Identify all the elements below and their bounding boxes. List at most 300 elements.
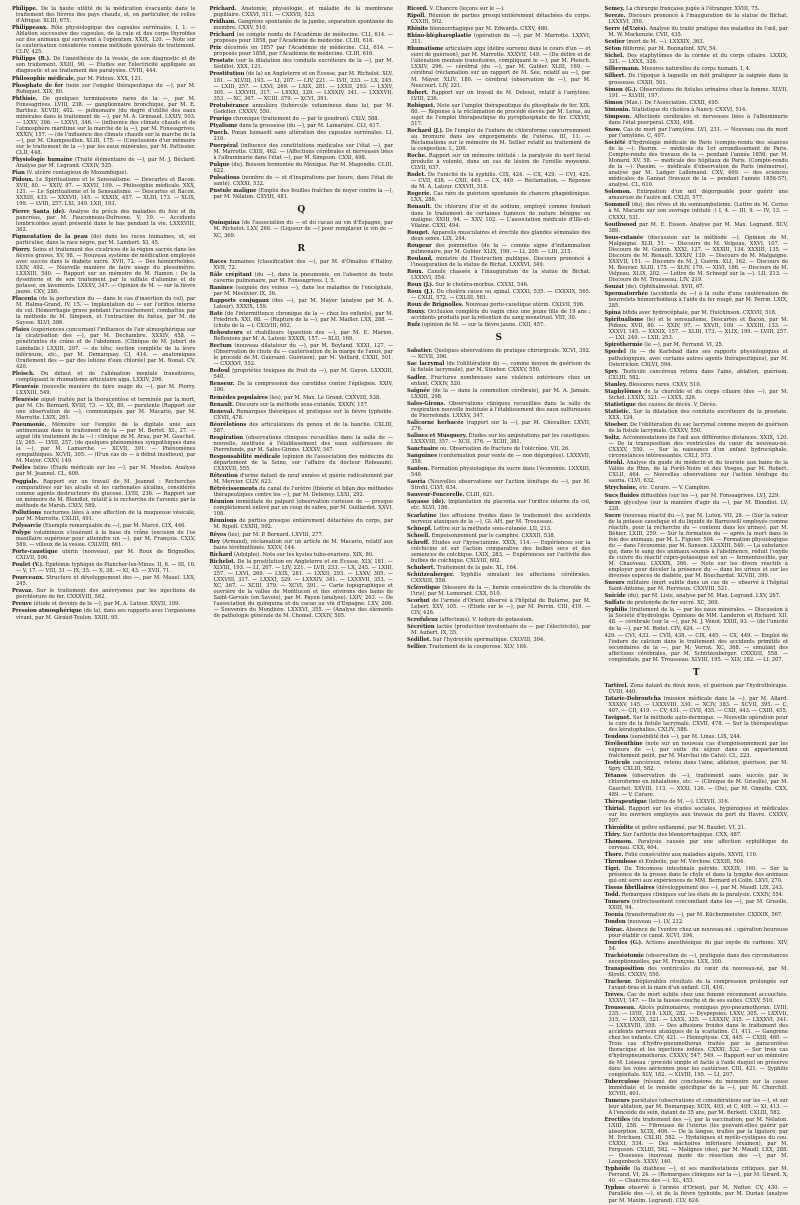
entry-text: Formation physiologique du sucre dans l'économie. LXXXIII, 540. <box>411 466 591 479</box>
entry-text: Observations cliniques recueillies dans la salle de respiration nouvelle instituée à l'établissement des eaux sulfureuses de Pierrefonds. LXXXV, 347. <box>411 400 591 419</box>
entry-heading: Pleurésie <box>12 396 39 403</box>
entry-text: Rapport sur un travail de M. Jeannel : Recherches comparatives sur les alcalis et les carbonates alcalins, considérés comme agents destructeurs du glucose. LVIII, 236. — Rapport sur un mémoire de M. Blondlot, relatif à la recherche de l'arsenic par la méthode de Marsh. CXLV, 589. <box>16 478 196 509</box>
index-entry <box>210 143 394 161</box>
entry-heading: Séton <box>604 46 622 53</box>
index-entry <box>210 116 394 122</box>
entry-heading: Térébenthine <box>604 741 643 748</box>
entry-heading: Physiologie humaine <box>12 157 73 164</box>
entry-text: Rôle physiologique des capsules surrénales. I, 1. — Ablation successive des capsules, de la rate et des corps thyroïdes sur des animaux qui survivent à l'opération. XXIX, 120. — Note sur la cautérisation considérée comme méthode générale de traitement. CLIV, 425. <box>16 25 196 56</box>
index-entry <box>605 422 789 434</box>
entry-heading: Saoria <box>407 479 426 486</box>
index-entry <box>210 368 394 380</box>
entry-heading: Ranines <box>209 284 233 291</box>
index-entry <box>605 734 789 740</box>
section-letter: T <box>692 667 700 678</box>
entry-text: (étude et devoirs de la —), par M. A. Latour. XXVII, 109. <box>33 601 180 608</box>
entry-heading: Silbert. <box>604 73 626 80</box>
entry-text: (lettres de M. —). LXXVII, 316. <box>648 798 730 805</box>
entry-heading: Pulque <box>209 162 230 169</box>
entry-heading: Philipps (R.). <box>12 56 51 63</box>
entry-heading: Tigri. <box>604 866 621 873</box>
entry-text: Cas de mort par l'amylène. LVI, 231. — Nouveau cas de mort par l'amylène. C, 407. <box>608 126 788 139</box>
entry-heading: Piorry. <box>12 246 31 253</box>
entry-heading: Trèves. <box>604 991 625 998</box>
index-entry <box>210 454 394 472</box>
index-entry <box>605 979 789 991</box>
index-entry <box>407 433 591 445</box>
entry-text: (du), des rêves et du somnambulisme. (Lettre de M. Cerise à M. Macario sur son ouvrage intitulé :) I, 4. — III, 9. — IV, 13. — CXXXI, 531. <box>608 202 788 221</box>
index-entry <box>605 866 789 884</box>
index-entry <box>12 209 196 233</box>
entry-heading: Rétention <box>209 473 238 480</box>
entry-text: Rapport sur un travail de M. Debout, relatif à l'amylène. LVIII, 236. <box>411 89 591 102</box>
index-entry <box>407 289 591 301</box>
entry-text: (Nouvelles observations sur l'action ténifuge du —), par M. Strohl. CLVI, 634. <box>411 479 591 492</box>
entry-text: Soins et traitement des cicatrices de la région sacrée dans les fièvres graves. XV, 98. — Nouveau système de médication employée avec succès dans le diabète sucré. XVII, 72. — Des hémorrhoïdes. LXIV, 492. — Nouvelle manière de faire usage du plessimètre. LXXXIII, 540. — Rapport sur un mémoire de M. Hamon : De la dysenterie et de son traitement par le sulfate d'alumine et de potasse, en lavements. LXXXV, 347. — Opinion de M. — sur la fièvre jaune. CXV, 288. <box>16 246 196 296</box>
entry-heading: Testicule <box>604 760 631 767</box>
entry-text: Syphilis simulant les affections cérébrales. CXXXIII, 558. <box>411 571 591 584</box>
entry-heading: Respiration <box>209 434 244 441</box>
entry-text: Analyse du précis des maladies du foie et du pancréas, par M. Fauconneau-Dufresne. V, 19. — Accidents lombricoïdes ayant présenté dans le bas pendant la vie. LXXXVIII, 362. <box>16 208 196 233</box>
index-entry <box>407 617 591 623</box>
entry-heading: Pollutions <box>12 509 42 516</box>
index-entry <box>12 562 196 574</box>
entry-text: V. Chancre (leçons sur le —). <box>429 6 505 12</box>
entry-text: Statistique du choléra à Nancy. CXXVI, 514. <box>631 106 747 113</box>
index-entry <box>605 100 789 106</box>
entry-text: des causes de décès. V, Décès. <box>637 401 718 408</box>
entry-text: (V. ulcère contagieux de Mozambique). <box>26 170 129 177</box>
index-entry <box>407 624 591 636</box>
entry-text: (la diathèse —), et ses manifestations critiques, par M. Ferrand. VI, 24. — (Remarques cliniques sur la —), par M. Girard. X, 40. — Chancres des —). XL, 453. <box>608 1166 788 1185</box>
index-entry <box>210 162 394 174</box>
entry-text: Testicule cancéreux retenu dans l'aine, ablation, guérison. CXLIII, 582. <box>608 368 789 381</box>
entry-heading: Richelot. <box>209 558 236 565</box>
entry-heading: Poggiale. <box>12 478 39 485</box>
index-entry <box>210 395 394 401</box>
entry-heading: Quinquina <box>209 220 240 227</box>
entry-heading: Souzat <box>604 284 625 291</box>
entry-text: Études sur les amputations par les caustiques. LXXXVIII, 357. — XCII, 376. — XCIII, 381. <box>411 432 591 445</box>
index-entry <box>407 453 591 465</box>
index-entry <box>12 56 196 74</box>
index-entry <box>605 683 789 695</box>
entry-text: des articulations du genou et de la hanche. CXLIII, 587. <box>213 421 393 434</box>
index-entry <box>605 992 789 1004</box>
index-entry <box>407 309 591 321</box>
index-entry <box>605 799 789 805</box>
entry-text: des ventricules du cœur du nouveau-né, par M. Strohl. CXXXV, 550. <box>608 965 788 978</box>
entry-heading: Prichard <box>209 32 235 39</box>
entry-heading: Tracheur. <box>604 978 632 985</box>
entry-text: (de la perforation du — dans le cas d'insertion du col), par M. Halma-Grand. IV, 15. — Implantation du — sur l'orifice interne du col. Hémorrhagie grave pendant l'accouchement, combattue par la méthode de M. Simpson, et l'extraction du fœtus, par M. de Saysse. XLVI, 386. <box>16 296 196 327</box>
entry-heading: Semey. <box>604 6 625 12</box>
entry-heading: Remèdes populaires <box>209 394 268 401</box>
entry-heading: Races <box>209 258 227 265</box>
index-entry <box>210 220 394 238</box>
index-entry <box>605 222 789 234</box>
index-entry <box>407 13 591 25</box>
index-entry <box>407 585 591 597</box>
entry-heading: Reneval. <box>209 408 235 415</box>
entry-heading: Philosophie médicale, <box>12 75 76 82</box>
entry-text: (de l'intermittence chronique de la — chez les enfants), par M. Friedrich. XXI, 88. — (Rupture de la —), par M. Mailler. LXX, 288. — (chute de la —). CXLVIII, 602. <box>213 310 393 330</box>
index-entry <box>210 473 394 485</box>
entry-text: (propriétés toxiques de fruit du —), par M. Guyon. LXXXIII, 540. <box>213 368 393 381</box>
entry-heading: Tatarie-Dobroutcha <box>604 695 661 702</box>
entry-text: Fractures nombreuses sans violence extérieure chez un enfant. CXXIV, 520. <box>411 374 591 387</box>
index-entry <box>12 384 196 396</box>
entry-text: Abcès pulmonaires, vomiques pyo-pneumothorax. LVIII, 235. — LVIII, 218. LXIX, 282. — Dyspepsies. LXXV, 305. — LXXVII, 315. — LXXIX, 321. — LXXX, 325. — LXXXIV, 335. — LXXXVI, 341. — LXXXVIII, 359. — Des affusions froides dans le traitement des accidents nerveux ataxiques de la scarlatine. CI, 411. — Gangrène chez les enfants. CIV, 421. — Hémoptysie. CX, 445. — CXIII, 460. — Trois cas d'hydro-pneumothorax traités par la paracentèse thoracique et les injections iodées. CXXXI, 532. — Sur trois cas d'hydropneumothorax. CXXXV, 547, 549. — Rapport sur un mémoire de M. Loiseau : procédé simple et facile à l'aide duquel on préserve dans les voies aériennes pour les cautériser. CIII, 421. — Syphilis congénitale. XLV, 182. — XLVIII, 195. — LI, 207. <box>608 1005 789 1078</box>
entry-heading: Pidoux. <box>12 177 34 184</box>
entry-heading: Sabatier. <box>407 348 433 355</box>
entry-heading: Poêles <box>12 465 31 472</box>
entry-text: (discussion sur la méthode —). Opinion de M. Malgaigne. XLII, 51. — Discours de M. Velpeau. XXVI, 107. — Discours de M. Guérin. XXXI, 127. — XXXIII, 134. XXXIII, 135. — Discours de M. Renault. XXXIV, 139. — Discours de M. Malgaigne. XXXVII, 151. — Discours de M. J. Guérin. XLI, 162. — Discours de M. Bouvier. XLIII, 175. — XLIV, 179. — XLVI, 186. — Discours de M. Velpeau. XLIX, 202. — Lettre de M. Schnepf sur la —). LII, 213. — Discours de M. Trousseau. LIV, 219. <box>608 234 789 283</box>
entry-heading: Trachéotomie <box>604 952 645 959</box>
index-entry <box>210 32 394 44</box>
entry-text: (nouveau —). LV, 212. <box>627 919 684 926</box>
index-entry <box>605 460 789 484</box>
entry-heading: Rhino-blépharoplastie <box>407 33 472 40</box>
column-2 <box>210 6 394 1205</box>
index-entry <box>605 39 789 45</box>
entry-heading: Tumeurs <box>604 1097 630 1104</box>
index-entry <box>605 919 789 925</box>
entry-text: Affections cérébrales et nerveuses liées à l'albuminurie dans l'état puerpéral. CXXI, 498. <box>608 113 788 126</box>
entry-heading: Sécrétion <box>407 624 435 631</box>
index-entry <box>407 128 591 152</box>
index-entry <box>605 46 789 52</box>
entry-heading: Sellier. <box>407 644 428 651</box>
entry-heading: Suicide <box>604 593 626 600</box>
entry-text: (traitement de la — par les eaux minérales. — Discussion à la Société d'hydrologie. Opinions de MM. Landeron et Richard. XII, 48. — cérébrale (sur la —), par M. J. Vénot. XXIII, 93. — (de l'unicité de la —), par M. Rodet. CIV, 424. — CV, <box>608 607 789 632</box>
index-entry <box>605 66 789 72</box>
index-entry <box>605 500 789 512</box>
entry-heading: Pridham. <box>209 19 236 26</box>
index-entry <box>407 26 591 32</box>
entry-heading: Roux. <box>407 268 424 275</box>
index-entry <box>605 291 789 309</box>
entry-text: Remarques cliniques sur les états de la paralysie. CXXIV, 554. <box>621 892 784 899</box>
index-entry <box>407 499 591 511</box>
index-entry <box>12 479 196 509</box>
entry-text: De l'anesthésie de la vessie, de son diagnostic et de son traitement. XXIII, 90. — Études sur l'électricité appliquée au diagnostic et au traitement des paralysies. CVIII, 444. <box>16 56 196 75</box>
index-entry <box>407 348 591 360</box>
entry-text: (rétrécissement concomitant dans les —), par M. Grisolle. XXIII, 94. <box>608 899 788 912</box>
entry-text: par M. Pidoux. XXX, 121. <box>76 75 143 82</box>
index-entry <box>605 1079 789 1097</box>
index-entry <box>12 25 196 55</box>
entry-text: et Embolie, par M. Virchow. CXXIII, 504. <box>638 859 745 866</box>
index-entry <box>605 235 789 283</box>
entry-text: (note sur un nouveau cas d'empoisonnement par les vapeurs de —), par suite du séjour dans un appartement fraîchement peint, par M. Marchal (de Calvi). CL, 223. <box>608 741 788 760</box>
entry-text: Sur la méthode auto-dermique. — Nouvelle opération pour la cure de la fistule lacrymale. CXVII, 478. — Sur la thérapeutique des kératophalies. CXLIV, 586. <box>608 715 788 734</box>
entry-text: Le Spiritualisme et le Sensualisme. — Descartes et Bacon. XVII, 80. — XXIV, 97. — XXVII, 109. — Philosophie médicale. XXX, 121. — Le Spiritualisme et le Sensualisme. — Descartes et Bacon. XXXIII, 433. — XXXVII, 145. — XXXIX, 457. — XLIII, 173. — XLIX, 199. — LVIII, 257. LXI, 349. LXII, 193. <box>16 177 196 208</box>
entry-text: (Max.). De l'Association. CXXII, 495. <box>624 99 720 106</box>
entry-heading: Stanley. <box>604 381 628 388</box>
index-entry <box>210 285 394 297</box>
entry-heading: Pierre Santa (de). <box>12 208 66 215</box>
index-entry <box>605 633 789 663</box>
index-entry <box>605 966 789 978</box>
index-entry <box>605 402 789 408</box>
entry-heading: Sauveur-Foncerelle. <box>407 492 465 499</box>
index-entry <box>605 1098 789 1116</box>
entry-heading: Scarlatine <box>407 512 437 519</box>
entry-text: Canule chassée à l'inauguration de la statue de Bichat. LXXXVI, 354. <box>411 268 591 281</box>
entry-text: humaines (classification des —), par M. d'Omalius d'Halloy. XVII, 72. <box>213 258 393 271</box>
index-entry <box>407 375 591 387</box>
entry-text: (nombre de — et d'inspirations par heure, dans l'état de santé). CXXXI, 532. <box>213 175 393 188</box>
entry-text: Études sur l'hyoscianime. XXIX, 114. — Expériences sur la colchicine et sur l'action comparative des bulbes secs et des semences de colchique. LXIX, 283. — Expériences sur l'activité des bulbes de colchique. CXLVIII, 602. <box>411 539 591 564</box>
index-entry <box>407 479 591 491</box>
entry-heading: Renault. <box>209 401 234 408</box>
entry-text: De la haute utilité de la médication évacuante dans le traitement des fièvres des pays chauds, et, en particulier, de celles d'Afrique. XLIII, 675. <box>16 6 196 25</box>
index-entry <box>605 839 789 851</box>
entry-heading: Réunion <box>209 499 234 506</box>
entry-heading: Tendons <box>604 734 629 741</box>
entry-heading: Schoell. <box>407 532 430 539</box>
entry-text: Du chlorure d'or et de sodium, employé comme fondant dans le traitement de certaines tumeurs de nature bénigne ou maligne. XXIII, 94. — XXV, 102. — L'association médicale d'Ille-et-Vilaine. CXXI, 494. <box>411 204 591 229</box>
entry-heading: Spœdel <box>604 349 626 356</box>
entry-heading: Soltz. <box>604 435 621 442</box>
entry-text: Gangrène spontanée de la jambe, séparation spontanée du membre. CXXV, 510. <box>213 19 393 32</box>
entry-text: (Adolphe). Note sur les kystes tubo-ovariens. XIX, 80. <box>233 551 374 558</box>
entry-text: Sur la dilatation des conduits excréteurs de la prostate. XXX, 124. <box>608 408 788 421</box>
entry-heading: Syphilis <box>604 607 628 614</box>
entry-text: De la prostitution en Angleterre et en Écosse. XLV, 181. — XLVIII, 193. — LI, 207. — LIV, 221. — LVII, 233. — LX, 245. — LXIII, 257. — LXVI, 269. — LXIX, 281. — LXXII, 293. — LXXV, 305. — LXXVIII, 317. — LXXXI, 329. — LXXXIV, 341. — LXXXVII, 353. — XC, 367. — XCIII, 379. — XCVI, 391. — Carte topographique et ouvrière de la vallée de Montlucon et des environs des bains de Saint-Gervais (en Savoie), par M. Payen (analyse). LXIV, 263. — De l'association du quinquina et du cacao au vin d'Espagne. LXV, 266. — Souvenirs du Mondiore. LXXXVI, 355. — (Analyse des éléments de pathologie générale de M. Chomel. CXXIV, 505. <box>213 558 393 620</box>
index-entry <box>210 6 394 18</box>
index-entry <box>210 330 394 342</box>
index-entry <box>407 637 591 643</box>
index-entry <box>210 518 394 530</box>
entry-text: (expériences concernant l'influence de l'air atmosphérique sur la cicatrisation des —), par M. Dechambre. XXXIV, 458. — pénétrantes du crâne et de l'abdomen. (Clinique de M. Jobert de Lamballe.) LXXIII, 297. — de tête; section complète de la lèvre inférieure, etc., par M. Demarquay. CI, 414. — anatomiques (traitement des — par des lotions d'eau chlorée) par M. Nonat. CV, 420. <box>16 327 196 370</box>
index-entry <box>12 422 196 464</box>
entry-text: Discours sur la méthode sous-cutanée. XXXIV, 157. <box>235 401 369 408</box>
entry-text: Lettre sur la méthode sous-cutanée. LII, 213. <box>433 525 552 532</box>
entry-text: De la compression des carotides contre l'épilepsie. XXIV, 100. <box>213 381 393 394</box>
index-entry <box>210 19 394 31</box>
index-entry <box>210 559 394 619</box>
entry-text: décernés en 1857 par l'Académie de médecine. CLI, 614. — proposés pour 1858, par l'Académie de médecine. CLIII, 616. <box>213 45 393 58</box>
entry-heading: Spry. <box>604 368 619 375</box>
entry-heading: Sayasse (de). <box>407 499 446 506</box>
entry-text: bifida avec hydrocéphale, par M. Huichinson. CXXVII, 518. <box>622 310 777 317</box>
entry-heading: Placenta <box>12 296 37 303</box>
entry-heading: Rey <box>209 538 221 545</box>
entry-text: Analyse du guide du médecin et du touriste aux bains de la Vallée du Rhin, de la Forêt-Noire et des Vosges, par M. Robert. CXLII, 464. — Nouvelles observations sur l'action ténifuge du saoria. CLVI, 632. <box>608 460 788 485</box>
entry-heading: Responsabilité médicale <box>209 453 281 460</box>
index-entry <box>210 402 394 408</box>
entry-heading: Ripoll. <box>407 13 426 20</box>
index-entry <box>407 466 591 478</box>
index-entry <box>605 773 789 797</box>
entry-heading: Salines et Musquery. <box>407 432 467 439</box>
entry-heading: Strychnine, <box>604 485 638 492</box>
entry-heading: Roux (J.). <box>407 282 434 289</box>
entry-text: d'hydrologie médicale de Paris (compte-rendu des séances de la —). Pasrim. — médicale du 1er arrondissement de Paris. Compte-rendu des travaux de la — pendant l'année 1856, par M. Monard. XV, 58. — médicale des hôpitaux de Paris. (Compte-rendu de la —). Passim. — médicale d'observation de Paris (mémoires), analysé par M. Ladger Lallemand. CXV, 469. — des sciences médicales de Gannat (travaux de la — pendant l'année 1856-57), analysé. CL, 610. <box>608 139 789 189</box>
entry-text: Absence de l'ventre chez un nouveau-né ; opération heureuse pour établir ce canal. XCVI, 394. <box>608 926 788 939</box>
entry-heading: Ricord. <box>407 6 428 12</box>
section-letter: Q <box>297 205 306 216</box>
entry-text: de la choroïde et du corps ciliaire (des —), par M. Sichel. LXXIX, 321. — LXXX, 326. <box>608 388 788 401</box>
entry-text: De l'unicité de la syphilis. CIX, 424. — CX, 429. — CVI, 425. — CVII, 438. — CXII, 449. — CX, 449. — Réclamation. — Réponse de M. A. Latour. CXXVII, 518. <box>411 172 591 191</box>
entry-heading: Sucs fluides <box>604 492 639 499</box>
entry-heading: Protubérance <box>209 102 249 109</box>
index-entry <box>407 243 591 255</box>
entry-heading: Râle crépitant <box>209 271 252 278</box>
index-entry <box>12 6 196 24</box>
entry-heading: Preuve <box>12 601 32 608</box>
entry-heading: Pourceaux. <box>12 575 44 582</box>
index-entry <box>605 87 789 99</box>
entry-heading: Polype <box>12 529 31 536</box>
entry-heading: Salicorne herbacée <box>407 419 464 426</box>
entry-text: volumineux s'insérant à la base du crâne (excision de l'os maxillaire supérieur pour atteindre un —), par M. François. CXLV, 589. — villeux de la vessie. CXLVIII, 661. <box>16 529 196 548</box>
entry-text: (de la) en Angleterre et en Écosse, par M. Richelot. XLV, 181. — XLVIII, 193. — LI, 207. — LIV, 221. — LVII, 233. — LX, 245. — LXIII, 257. — LXVI, 269. — LXIX, 281. — LXXII, 293. — LXXV, 305. — LXXVIII, 317. — LXXXI, 329. — LXXXIV, 341. — LXXXVII, 353. — XC, 367. — XCIII, 379. — XCVI, 391. <box>213 71 393 102</box>
entry-heading: Staphylômes <box>604 388 642 395</box>
index-entry <box>210 532 394 538</box>
entry-heading: Thiroïdite <box>604 824 634 831</box>
entry-text: De l'époque à laquelle on doit pratiquer la saignée dans la grossesse. CXXII, 501. <box>608 73 788 86</box>
index-entry <box>605 317 789 341</box>
entry-text: (les affusions froides dans le traitement des accidents nerveux ataxiques de la —), Gl. AH, par M. Trousseau. <box>411 512 591 525</box>
entry-heading: Thomson. <box>604 838 633 845</box>
entry-heading: Sclérotique <box>407 585 441 592</box>
entry-heading: Southwood <box>604 221 637 228</box>
entry-heading: Statistic. <box>604 408 631 415</box>
entry-heading: Thirial. <box>604 805 626 812</box>
index-entry <box>407 540 591 564</box>
entry-text: Cas rare de guérison spontanée de chancre phagédénique. LXX, 286. <box>411 191 591 204</box>
index-entry <box>12 96 196 156</box>
entry-text: Sur l'hydrocèle spermatique. CXLVIII, 394. <box>432 637 545 644</box>
index-entry <box>210 45 394 57</box>
index-entry <box>407 401 591 419</box>
entry-text: observé à l'armée d'Orient, par M. Netter. CV, 430. — Parallèle des —), et de la fièvre typhoïde, par M. Duriau (analyse par M. Maxim. Legrand). CLV, 624. <box>608 1185 788 1204</box>
entry-text: Rapport sur les études sociales, hygiéniques et médicales sur les ouvriers employés aux travaux du port du Havre. CXXXV, 597. <box>608 805 789 824</box>
index-entry <box>12 247 196 295</box>
entry-text: 429. — CVI, 433. — CVII, 438. — CIX, 445. — CX, 449. — Emploi de l'iodure de calcium dans le traitement des accidents primitifs et secondaires de la —, par M. Verrat. XC, 368. — simulant des affections cérébrales, par M. Schützenberger. CXXXIII, 558. — congénitale, par M. Trousseau. XLVIII, 195. — XLV, 182. — LI, 207. <box>604 632 788 663</box>
entry-heading: Tumeurs <box>604 899 630 906</box>
entry-text: (résumé des conclusions du mémoire sur la cause immédiate et le remède spécifique de la —), par M. Churchill. XCVIII, 401. <box>608 1078 788 1097</box>
entry-heading: Pustule maligne <box>209 188 257 195</box>
entry-text: Extirpation d'un œil dégorgeable pour guérir une amaurose de l'autre œil. CXLII, 577. <box>608 189 788 202</box>
entry-text: Anatomie, physiologie, et maladie de la membrane pupillaire. CXXVI, 511. — CXXVII, 523. <box>213 6 394 19</box>
index-entry <box>210 130 394 142</box>
index-entry <box>12 523 196 529</box>
index-entry <box>12 170 196 176</box>
entry-text: Implantation du placenta sur l'orifice interne du col, etc. XLVI, 186. <box>411 499 591 512</box>
entry-text: Folie consécutive aux maladies aiguës. XXVII, 110. <box>624 852 758 858</box>
index-entry <box>210 381 394 393</box>
entry-heading: Todd. <box>604 892 621 899</box>
entry-text: (de la — dans la commotion cérébrale), par M. A. Jamain. LXXIII, 298. <box>411 387 591 400</box>
index-entry <box>605 953 789 965</box>
entry-text: Quelques observations de pratique chirurgicale. XCVI, 392. — XCVII, 396. <box>411 348 591 361</box>
index-entry <box>12 83 196 95</box>
index-entry <box>407 282 591 288</box>
index-entry <box>12 588 196 600</box>
entry-text: Réunion de parties presqu'entièrement détachées du corps. CXXIII, 502. <box>411 13 591 26</box>
index-entry <box>605 1117 789 1165</box>
entry-heading: Rouget. <box>407 229 430 236</box>
entry-text: (de) dans les races humaines, et, en particulier, dans la race nègre, par M. Lambert. XI, 45. <box>16 233 196 246</box>
index-entry <box>407 361 591 373</box>
index-entry <box>605 741 789 759</box>
entry-heading: Silbermann. <box>604 66 640 73</box>
index-entry <box>12 608 196 620</box>
entry-heading: Sales-Girons. <box>407 400 446 407</box>
entry-text: fatins (Étude médicale sur les —), par M. Mesdon. Analyse par M. Jeannel. CL, 609. <box>16 465 196 478</box>
entry-text: filiforme, par M. Bonnafont. XIV, 54. <box>622 46 718 53</box>
entry-text: nocturnes liées à une affection de la muqueuse vésicale, par M. Marrotte. CXLIII, 491. <box>16 509 196 522</box>
index-entry <box>605 127 789 139</box>
column-1 <box>12 6 196 1205</box>
entry-heading: Tartivel. <box>604 682 629 689</box>
index-page <box>8 4 792 1204</box>
index-entry <box>210 486 394 498</box>
entry-text: (mission médicale dans la —), par M. Allard. XXXXV, 145. — LXXXVIII, 330. — XCIV, 383. — XCVII, 395. — C, 407. — CII, 419. — CV, 431. — CVII, 435. — CXII, 443. — CXIII, 455. <box>608 695 788 714</box>
entry-heading: Trousseau. <box>604 1005 636 1012</box>
index-entry <box>605 435 789 459</box>
entry-heading: Santon. <box>407 466 430 473</box>
index-entry <box>605 73 789 85</box>
index-entry <box>407 322 591 328</box>
entry-heading: Roche. <box>407 153 427 160</box>
index-entry <box>605 696 789 714</box>
entry-heading: Prostate <box>209 58 234 65</box>
entry-heading: Société <box>604 139 626 146</box>
index-entry <box>12 177 196 207</box>
index-entry <box>605 885 789 891</box>
entry-text: glycolyse (sur la manière d'agir du —), par M. Blondlot. LV, 228. <box>608 499 789 512</box>
entry-heading: Sestier <box>604 39 625 46</box>
entry-text: Du Tricomose intestinale putride. XXXIX, 160. — Sur la présence de la grosse dans le chyle et dans la lymphe des animaux qui ont servi aux expériences de MM. Bernard et Colin. LXVI, 270. <box>608 866 788 885</box>
index-entry <box>407 230 591 242</box>
index-entry <box>407 572 591 584</box>
entry-text: Accommodations de l'œil aux différentes distances. XXIX, 120. — De la transposition des ventricules du cœur du nouveau-né. CXXXV, 550. — Sur la naissance d'un enfant hydrocéphale, circonstances intéressantes. CXLI, 573. <box>608 435 788 460</box>
index-entry <box>605 593 789 599</box>
index-entry <box>605 389 789 401</box>
entry-heading: Simonin. <box>604 106 631 113</box>
entry-text: Des staphylômes de la cornée et du corps ciliaire. LXXIX, 321. — LXXX, 326. <box>608 53 788 66</box>
entry-heading: Prurigo <box>209 115 232 122</box>
index-entry <box>605 202 789 220</box>
entry-text: etc. Curare. — V. Camphre. <box>639 485 711 492</box>
index-entry <box>407 526 591 532</box>
entry-text: utérin (nouveau), par M. Roux de Brignolles. CXLVII, 596. <box>16 549 196 562</box>
entry-heading: Serre (d'Uzès). <box>604 26 648 33</box>
entry-text: Cas de mort subite chez une femme récemment accouchée. XXXVI, 147. — De la fausse-couche et de ses suites. CXXV, 510. <box>608 991 789 1005</box>
entry-text: (rapport sur la —), par M. Chevallier. LXVII, 276. <box>411 419 591 432</box>
entry-text: (les), par M. P. Bernard. LXVIII, 277. <box>227 531 324 538</box>
entry-text: (saignée des veines —), dans les maladies de l'encéphale, par M. Meslivier. IX, 36. <box>213 284 393 297</box>
index-entry <box>407 446 591 452</box>
entry-text: (opinion de M. — sur la fièvre jaune. CXII, 457. <box>421 322 545 329</box>
entry-text: Empoisonnement par le camphre. CXXXII, 538. <box>431 532 556 539</box>
entry-heading: Réunions <box>209 518 237 525</box>
entry-heading: Rapports conjugaux <box>209 297 269 304</box>
index-entry <box>407 191 591 203</box>
index-entry <box>407 269 591 281</box>
index-entry <box>210 259 394 271</box>
entry-heading: Prichard. <box>209 6 237 12</box>
index-entry <box>210 343 394 367</box>
entry-heading: Tondon <box>604 919 626 926</box>
index-entry <box>210 552 394 558</box>
entry-heading: Tissus fibrillaires <box>604 885 655 892</box>
